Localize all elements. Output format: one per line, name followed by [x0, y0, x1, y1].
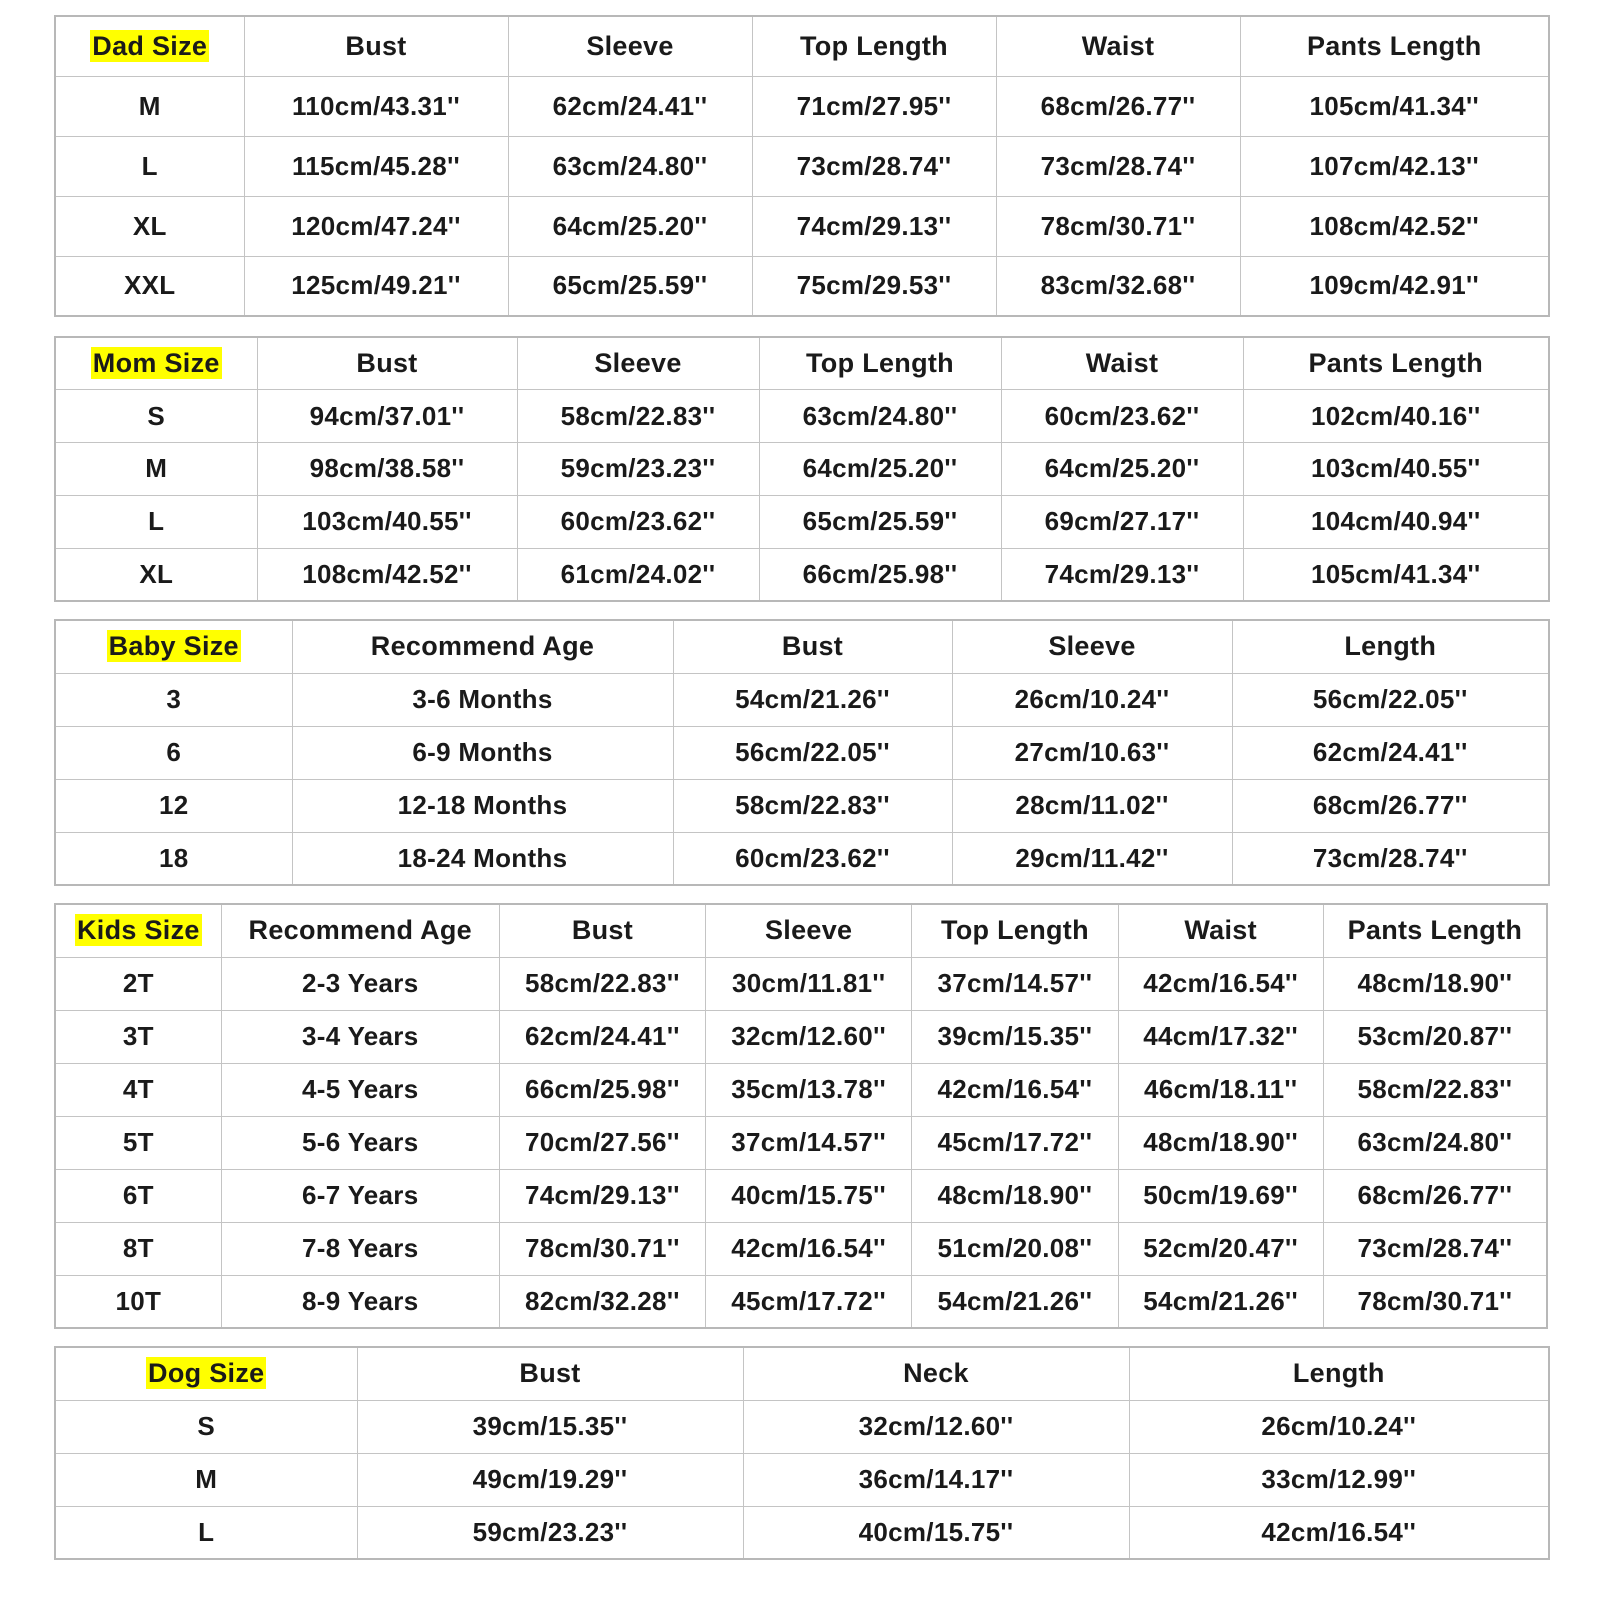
dad-size-table [54, 15, 1550, 317]
table-cell: 73cm/28.74'' [996, 136, 1240, 196]
table-cell: 49cm/19.29'' [357, 1453, 743, 1506]
table-cell: 2-3 Years [221, 957, 499, 1010]
table-cell: 37cm/14.57'' [912, 957, 1118, 1010]
table-cell: 59cm/23.23'' [517, 443, 759, 496]
table-cell: 39cm/15.35'' [912, 1010, 1118, 1063]
column-header: Top Length [752, 16, 996, 76]
table-cell: 64cm/25.20'' [759, 443, 1001, 496]
table-cell: 62cm/24.41'' [499, 1010, 705, 1063]
table-cell: 42cm/16.54'' [706, 1222, 912, 1275]
table-header-row [55, 904, 1547, 957]
column-header: Pants Length [1323, 904, 1547, 957]
table-cell: 63cm/24.80'' [508, 136, 752, 196]
table-cell: 64cm/25.20'' [508, 196, 752, 256]
column-header: Length [1129, 1347, 1549, 1400]
table-cell: 26cm/10.24'' [1129, 1400, 1549, 1453]
size-cell: 5T [55, 1116, 221, 1169]
table-row [55, 1453, 1549, 1506]
table-cell: 4-5 Years [221, 1063, 499, 1116]
table-cell: 52cm/20.47'' [1118, 1222, 1323, 1275]
table-cell: 7-8 Years [221, 1222, 499, 1275]
table-cell: 104cm/40.94'' [1243, 495, 1549, 548]
table-row [55, 196, 1549, 256]
size-cell: M [55, 1453, 357, 1506]
table-cell: 6-9 Months [292, 726, 673, 779]
table-cell: 108cm/42.52'' [257, 548, 517, 601]
table-cell: 58cm/22.83'' [673, 779, 952, 832]
table-cell: 50cm/19.69'' [1118, 1169, 1323, 1222]
size-cell: L [55, 1506, 357, 1559]
table-header-row [55, 1347, 1549, 1400]
table-row [55, 1010, 1547, 1063]
size-cell: 12 [55, 779, 292, 832]
table-row [55, 673, 1549, 726]
table-cell: 12-18 Months [292, 779, 673, 832]
table-cell: 3-4 Years [221, 1010, 499, 1063]
size-cell: S [55, 1400, 357, 1453]
table-cell: 60cm/23.62'' [1001, 390, 1243, 443]
table-cell: 120cm/47.24'' [244, 196, 508, 256]
column-header: Bust [257, 337, 517, 390]
table-cell: 18-24 Months [292, 832, 673, 885]
table-cell: 107cm/42.13'' [1240, 136, 1549, 196]
column-header: Sleeve [517, 337, 759, 390]
table-header-row [55, 337, 1549, 390]
table-cell: 42cm/16.54'' [1129, 1506, 1549, 1559]
size-cell: M [55, 443, 257, 496]
table-row [55, 1169, 1547, 1222]
table-cell: 71cm/27.95'' [752, 76, 996, 136]
column-header: Bust [357, 1347, 743, 1400]
size-column-header [55, 1347, 357, 1400]
table-cell: 33cm/12.99'' [1129, 1453, 1549, 1506]
table-cell: 54cm/21.26'' [673, 673, 952, 726]
table-cell: 83cm/32.68'' [996, 256, 1240, 316]
table-cell: 53cm/20.87'' [1323, 1010, 1547, 1063]
size-cell: 2T [55, 957, 221, 1010]
table-cell: 45cm/17.72'' [912, 1116, 1118, 1169]
table-cell: 29cm/11.42'' [952, 832, 1232, 885]
column-header: Length [1232, 620, 1549, 673]
table-cell: 42cm/16.54'' [912, 1063, 1118, 1116]
table-row [55, 726, 1549, 779]
table-cell: 58cm/22.83'' [1323, 1063, 1547, 1116]
table-row [55, 1275, 1547, 1328]
table-cell: 32cm/12.60'' [706, 1010, 912, 1063]
size-cell: XL [55, 548, 257, 601]
table-cell: 39cm/15.35'' [357, 1400, 743, 1453]
table-cell: 58cm/22.83'' [499, 957, 705, 1010]
table-cell: 110cm/43.31'' [244, 76, 508, 136]
table-cell: 74cm/29.13'' [1001, 548, 1243, 601]
column-header: Recommend Age [292, 620, 673, 673]
table-cell: 54cm/21.26'' [912, 1275, 1118, 1328]
size-column-header [55, 620, 292, 673]
size-cell: 3 [55, 673, 292, 726]
table-cell: 28cm/11.02'' [952, 779, 1232, 832]
table-cell: 66cm/25.98'' [499, 1063, 705, 1116]
table-row [55, 548, 1549, 601]
table-cell: 46cm/18.11'' [1118, 1063, 1323, 1116]
table-row [55, 495, 1549, 548]
table-row [55, 76, 1549, 136]
column-header: Waist [1118, 904, 1323, 957]
table-row [55, 832, 1549, 885]
size-cell: L [55, 495, 257, 548]
table-cell: 62cm/24.41'' [508, 76, 752, 136]
table-cell: 103cm/40.55'' [257, 495, 517, 548]
table-cell: 102cm/40.16'' [1243, 390, 1549, 443]
table-cell: 78cm/30.71'' [1323, 1275, 1547, 1328]
dad-size-label: Dad Size [92, 30, 208, 61]
column-header: Bust [499, 904, 705, 957]
table-cell: 62cm/24.41'' [1232, 726, 1549, 779]
dog-size-label: Dog Size [148, 1358, 265, 1389]
column-header: Sleeve [952, 620, 1232, 673]
size-cell: S [55, 390, 257, 443]
table-cell: 42cm/16.54'' [1118, 957, 1323, 1010]
size-cell: M [55, 76, 244, 136]
table-cell: 68cm/26.77'' [1232, 779, 1549, 832]
column-header: Pants Length [1240, 16, 1549, 76]
size-cell: L [55, 136, 244, 196]
table-row [55, 1063, 1547, 1116]
table-header-row [55, 16, 1549, 76]
table-row [55, 957, 1547, 1010]
column-header: Waist [996, 16, 1240, 76]
table-cell: 105cm/41.34'' [1240, 76, 1549, 136]
table-cell: 3-6 Months [292, 673, 673, 726]
table-cell: 5-6 Years [221, 1116, 499, 1169]
table-cell: 78cm/30.71'' [996, 196, 1240, 256]
table-cell: 40cm/15.75'' [743, 1506, 1129, 1559]
table-cell: 54cm/21.26'' [1118, 1275, 1323, 1328]
size-cell: XXL [55, 256, 244, 316]
column-header: Neck [743, 1347, 1129, 1400]
table-cell: 73cm/28.74'' [752, 136, 996, 196]
table-cell: 6-7 Years [221, 1169, 499, 1222]
size-column-header [55, 904, 221, 957]
table-cell: 63cm/24.80'' [759, 390, 1001, 443]
table-cell: 45cm/17.72'' [706, 1275, 912, 1328]
size-cell: 6T [55, 1169, 221, 1222]
table-cell: 98cm/38.58'' [257, 443, 517, 496]
table-cell: 63cm/24.80'' [1323, 1116, 1547, 1169]
table-row [55, 443, 1549, 496]
table-cell: 70cm/27.56'' [499, 1116, 705, 1169]
table-cell: 56cm/22.05'' [1232, 673, 1549, 726]
table-cell: 59cm/23.23'' [357, 1506, 743, 1559]
table-cell: 27cm/10.63'' [952, 726, 1232, 779]
column-header: Waist [1001, 337, 1243, 390]
table-cell: 26cm/10.24'' [952, 673, 1232, 726]
table-cell: 65cm/25.59'' [508, 256, 752, 316]
column-header: Bust [673, 620, 952, 673]
table-cell: 73cm/28.74'' [1323, 1222, 1547, 1275]
kids-size-table [54, 903, 1548, 1329]
table-row [55, 1116, 1547, 1169]
column-header: Top Length [759, 337, 1001, 390]
table-cell: 40cm/15.75'' [706, 1169, 912, 1222]
table-row [55, 1222, 1547, 1275]
size-cell: XL [55, 196, 244, 256]
table-row [55, 256, 1549, 316]
table-cell: 61cm/24.02'' [517, 548, 759, 601]
table-cell: 74cm/29.13'' [752, 196, 996, 256]
baby-size-label: Baby Size [108, 631, 239, 662]
table-cell: 69cm/27.17'' [1001, 495, 1243, 548]
table-row [55, 1400, 1549, 1453]
table-cell: 8-9 Years [221, 1275, 499, 1328]
table-cell: 37cm/14.57'' [706, 1116, 912, 1169]
table-row [55, 779, 1549, 832]
table-cell: 64cm/25.20'' [1001, 443, 1243, 496]
table-cell: 60cm/23.62'' [517, 495, 759, 548]
table-cell: 73cm/28.74'' [1232, 832, 1549, 885]
table-cell: 94cm/37.01'' [257, 390, 517, 443]
table-cell: 48cm/18.90'' [1323, 957, 1547, 1010]
dog-size-table [54, 1346, 1550, 1560]
column-header: Bust [244, 16, 508, 76]
column-header: Recommend Age [221, 904, 499, 957]
mom-size-label: Mom Size [92, 348, 220, 379]
table-cell: 68cm/26.77'' [1323, 1169, 1547, 1222]
size-cell: 18 [55, 832, 292, 885]
table-cell: 115cm/45.28'' [244, 136, 508, 196]
size-cell: 3T [55, 1010, 221, 1063]
table-cell: 74cm/29.13'' [499, 1169, 705, 1222]
table-row [55, 1506, 1549, 1559]
table-cell: 32cm/12.60'' [743, 1400, 1129, 1453]
table-cell: 82cm/32.28'' [499, 1275, 705, 1328]
column-header: Sleeve [706, 904, 912, 957]
table-cell: 75cm/29.53'' [752, 256, 996, 316]
size-cell: 6 [55, 726, 292, 779]
kids-size-label: Kids Size [76, 915, 200, 946]
table-cell: 48cm/18.90'' [1118, 1116, 1323, 1169]
table-cell: 78cm/30.71'' [499, 1222, 705, 1275]
size-cell: 10T [55, 1275, 221, 1328]
table-row [55, 390, 1549, 443]
table-cell: 58cm/22.83'' [517, 390, 759, 443]
table-cell: 66cm/25.98'' [759, 548, 1001, 601]
size-cell: 8T [55, 1222, 221, 1275]
table-cell: 48cm/18.90'' [912, 1169, 1118, 1222]
column-header: Sleeve [508, 16, 752, 76]
baby-size-table [54, 619, 1550, 886]
size-column-header [55, 16, 244, 76]
table-cell: 68cm/26.77'' [996, 76, 1240, 136]
table-cell: 65cm/25.59'' [759, 495, 1001, 548]
table-cell: 125cm/49.21'' [244, 256, 508, 316]
table-cell: 109cm/42.91'' [1240, 256, 1549, 316]
table-row [55, 136, 1549, 196]
table-cell: 103cm/40.55'' [1243, 443, 1549, 496]
column-header: Pants Length [1243, 337, 1549, 390]
table-cell: 44cm/17.32'' [1118, 1010, 1323, 1063]
table-cell: 30cm/11.81'' [706, 957, 912, 1010]
table-cell: 36cm/14.17'' [743, 1453, 1129, 1506]
table-cell: 108cm/42.52'' [1240, 196, 1549, 256]
size-column-header [55, 337, 257, 390]
column-header: Top Length [912, 904, 1118, 957]
table-cell: 105cm/41.34'' [1243, 548, 1549, 601]
table-cell: 51cm/20.08'' [912, 1222, 1118, 1275]
size-cell: 4T [55, 1063, 221, 1116]
table-cell: 35cm/13.78'' [706, 1063, 912, 1116]
mom-size-table [54, 336, 1550, 602]
table-header-row [55, 620, 1549, 673]
table-cell: 60cm/23.62'' [673, 832, 952, 885]
table-cell: 56cm/22.05'' [673, 726, 952, 779]
